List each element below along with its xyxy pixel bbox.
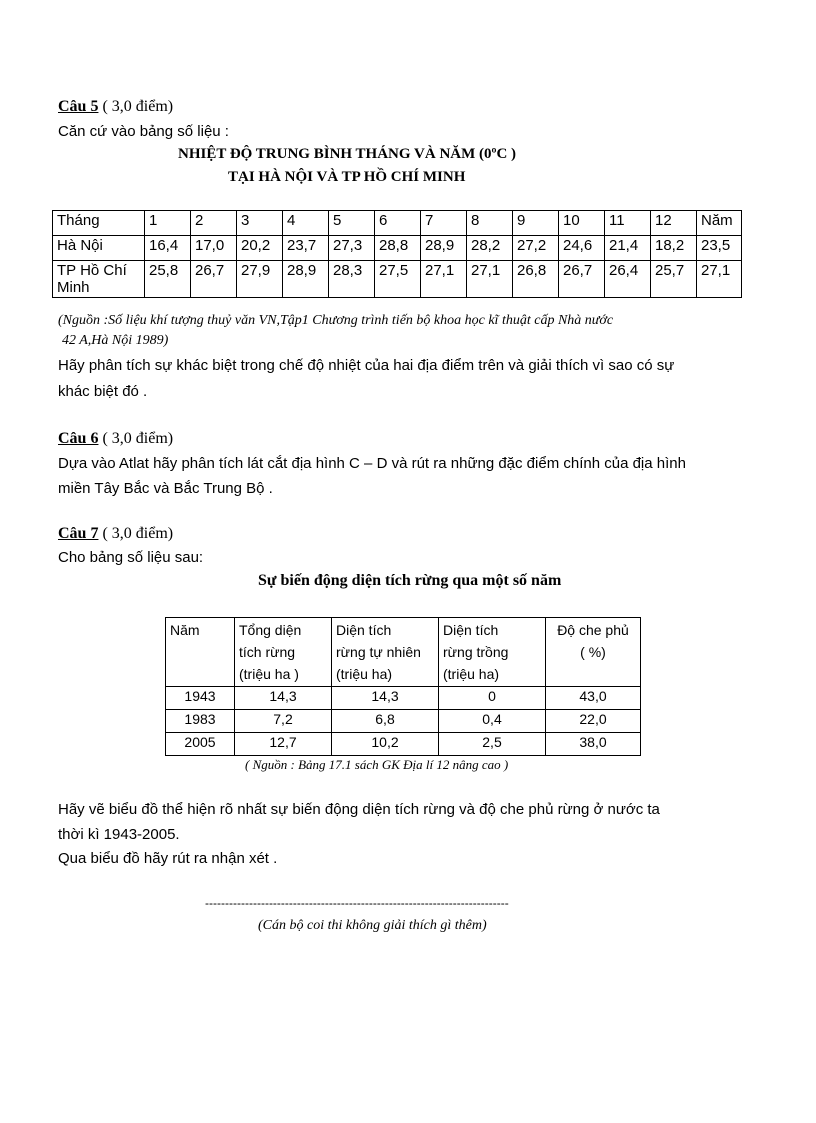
q6-line2: miền Tây Bắc và Bắc Trung Bộ . [58,480,273,497]
forest-area-table [165,617,641,756]
q5-label: Câu 5 [58,98,99,115]
q7-task-line1: Hãy vẽ biểu đồ thể hiện rõ nhất sự biến động diện tích rừng và độ che phủ rừng ở nước ta [58,801,660,818]
table-cell: 28,3 [329,261,375,298]
table-header-cell [546,618,641,687]
table-cell: Tháng [53,211,145,236]
q6-line1: Dựa vào Atlat hãy phân tích lát cắt địa hình C – D và rút ra những đặc điểm chính của địa hình [58,455,686,472]
footer-divider: ---------------------------------------------------------------------------- [205,896,509,910]
q7-points: ( 3,0 điểm) [102,525,174,542]
table-cell: 27,2 [513,236,559,261]
header-text: (triệu ha ) [239,666,299,682]
table-cell: 26,7 [191,261,237,298]
table-cell: 26,7 [559,261,605,298]
q5-source-line1: (Nguồn :Số liệu khí tượng thuỷ văn VN,Tập1 Chương trình tiến bộ khoa học kĩ thuật cấp Nhà nước [58,313,614,328]
table-cell: 23,5 [697,236,742,261]
header-text: rừng tự nhiên [336,644,421,660]
table-cell: 20,2 [237,236,283,261]
temperature-table [52,210,742,298]
table-cell: 2,5 [439,733,546,756]
table-cell: 1943 [166,687,235,710]
table-cell: 27,9 [237,261,283,298]
footer-note: (Cán bộ coi thi không giải thích gì thêm) [258,918,487,933]
table-cell: 14,3 [235,687,332,710]
table-cell: 28,8 [375,236,421,261]
header-text: Năm [170,622,200,638]
q5-source-line2: 42 A,Hà Nội 1989) [62,333,169,348]
table-cell: 0 [439,687,546,710]
table-row [53,261,742,298]
q5-intro: Căn cứ vào bảng số liệu : [58,123,229,140]
table-cell: 7 [421,211,467,236]
row-label-line1: TP Hồ Chí [57,262,127,279]
header-text: (triệu ha) [336,666,393,682]
table-cell: 4 [283,211,329,236]
q6-points: ( 3,0 điểm) [102,430,174,447]
table-cell: 10 [559,211,605,236]
q7-intro: Cho bảng số liệu sau: [58,549,204,566]
header-text: ( %) [580,644,606,660]
table-row [166,687,641,710]
table-row [166,733,641,756]
table-cell [53,261,145,298]
table-cell: 27,1 [697,261,742,298]
table-cell: 25,8 [145,261,191,298]
table-cell: 9 [513,211,559,236]
table-cell: 27,1 [421,261,467,298]
table-cell: 1 [145,211,191,236]
table-cell: 0,4 [439,710,546,733]
table-header-cell [439,618,546,687]
table-cell: 21,4 [605,236,651,261]
table-cell: Hà Nội [53,236,145,261]
table-cell: 7,2 [235,710,332,733]
header-text: Độ che phủ [557,622,629,638]
table-cell: 22,0 [546,710,641,733]
table-cell: 24,6 [559,236,605,261]
table-cell: 18,2 [651,236,697,261]
table-cell: 11 [605,211,651,236]
table-cell: 1983 [166,710,235,733]
table-cell: Năm [697,211,742,236]
table-cell: 23,7 [283,236,329,261]
table-cell: 3 [237,211,283,236]
q7-source: ( Nguồn : Bảng 17.1 sách GK Địa lí 12 nâng cao ) [245,757,509,772]
header-text: tích rừng [239,644,296,660]
q6-heading [58,430,173,448]
table-cell: 14,3 [332,687,439,710]
table-cell: 26,4 [605,261,651,298]
table-cell: 28,9 [421,236,467,261]
table-cell: 10,2 [332,733,439,756]
table-cell: 27,1 [467,261,513,298]
table-cell: 8 [467,211,513,236]
header-text: Diện tích [443,622,499,638]
table-header-cell [332,618,439,687]
table-cell: 25,7 [651,261,697,298]
table-header-row [166,618,641,687]
q7-heading [58,525,173,543]
q5-heading [58,98,173,116]
q5-task-line2: khác biệt đó . [58,383,148,400]
table-cell: 27,5 [375,261,421,298]
table-header-cell [166,618,235,687]
table-cell: 12,7 [235,733,332,756]
table-cell: 2005 [166,733,235,756]
table-cell: 16,4 [145,236,191,261]
table-cell: 6,8 [332,710,439,733]
row-label-line2: Minh [57,279,90,296]
table-header-cell [235,618,332,687]
q5-task-line1: Hãy phân tích sự khác biệt trong chế độ nhiệt của hai địa điểm trên và giải thích vì sao có sự [58,357,675,374]
table-cell: 6 [375,211,421,236]
q5-points: ( 3,0 điểm) [102,98,174,115]
header-text: rừng trồng [443,644,509,660]
header-text: (triệu ha) [443,666,500,682]
table-cell: 2 [191,211,237,236]
table-cell: 43,0 [546,687,641,710]
q5-table-title-line1: NHIỆT ĐỘ TRUNG BÌNH THÁNG VÀ NĂM (0ºC ) [178,146,517,162]
table-row [166,710,641,733]
table-cell: 28,2 [467,236,513,261]
header-text: Tổng diện [239,622,302,638]
q5-table-title-line2: TẠI HÀ NỘI VÀ TP HỒ CHÍ MINH [228,169,466,185]
q7-label: Câu 7 [58,525,99,542]
q7-task-line2: thời kì 1943-2005. [58,826,180,843]
table-cell: 28,9 [283,261,329,298]
table-header-row [53,211,742,236]
q7-task-line3: Qua biểu đồ hãy rút ra nhận xét . [58,850,278,867]
table-cell: 26,8 [513,261,559,298]
table-cell: 38,0 [546,733,641,756]
table-cell: 27,3 [329,236,375,261]
q6-label: Câu 6 [58,430,99,447]
table-cell: 5 [329,211,375,236]
table-cell: 17,0 [191,236,237,261]
header-text: Diện tích [336,622,392,638]
table-row [53,236,742,261]
q7-table-title: Sự biến động diện tích rừng qua một số năm [258,572,562,589]
table-cell: 12 [651,211,697,236]
